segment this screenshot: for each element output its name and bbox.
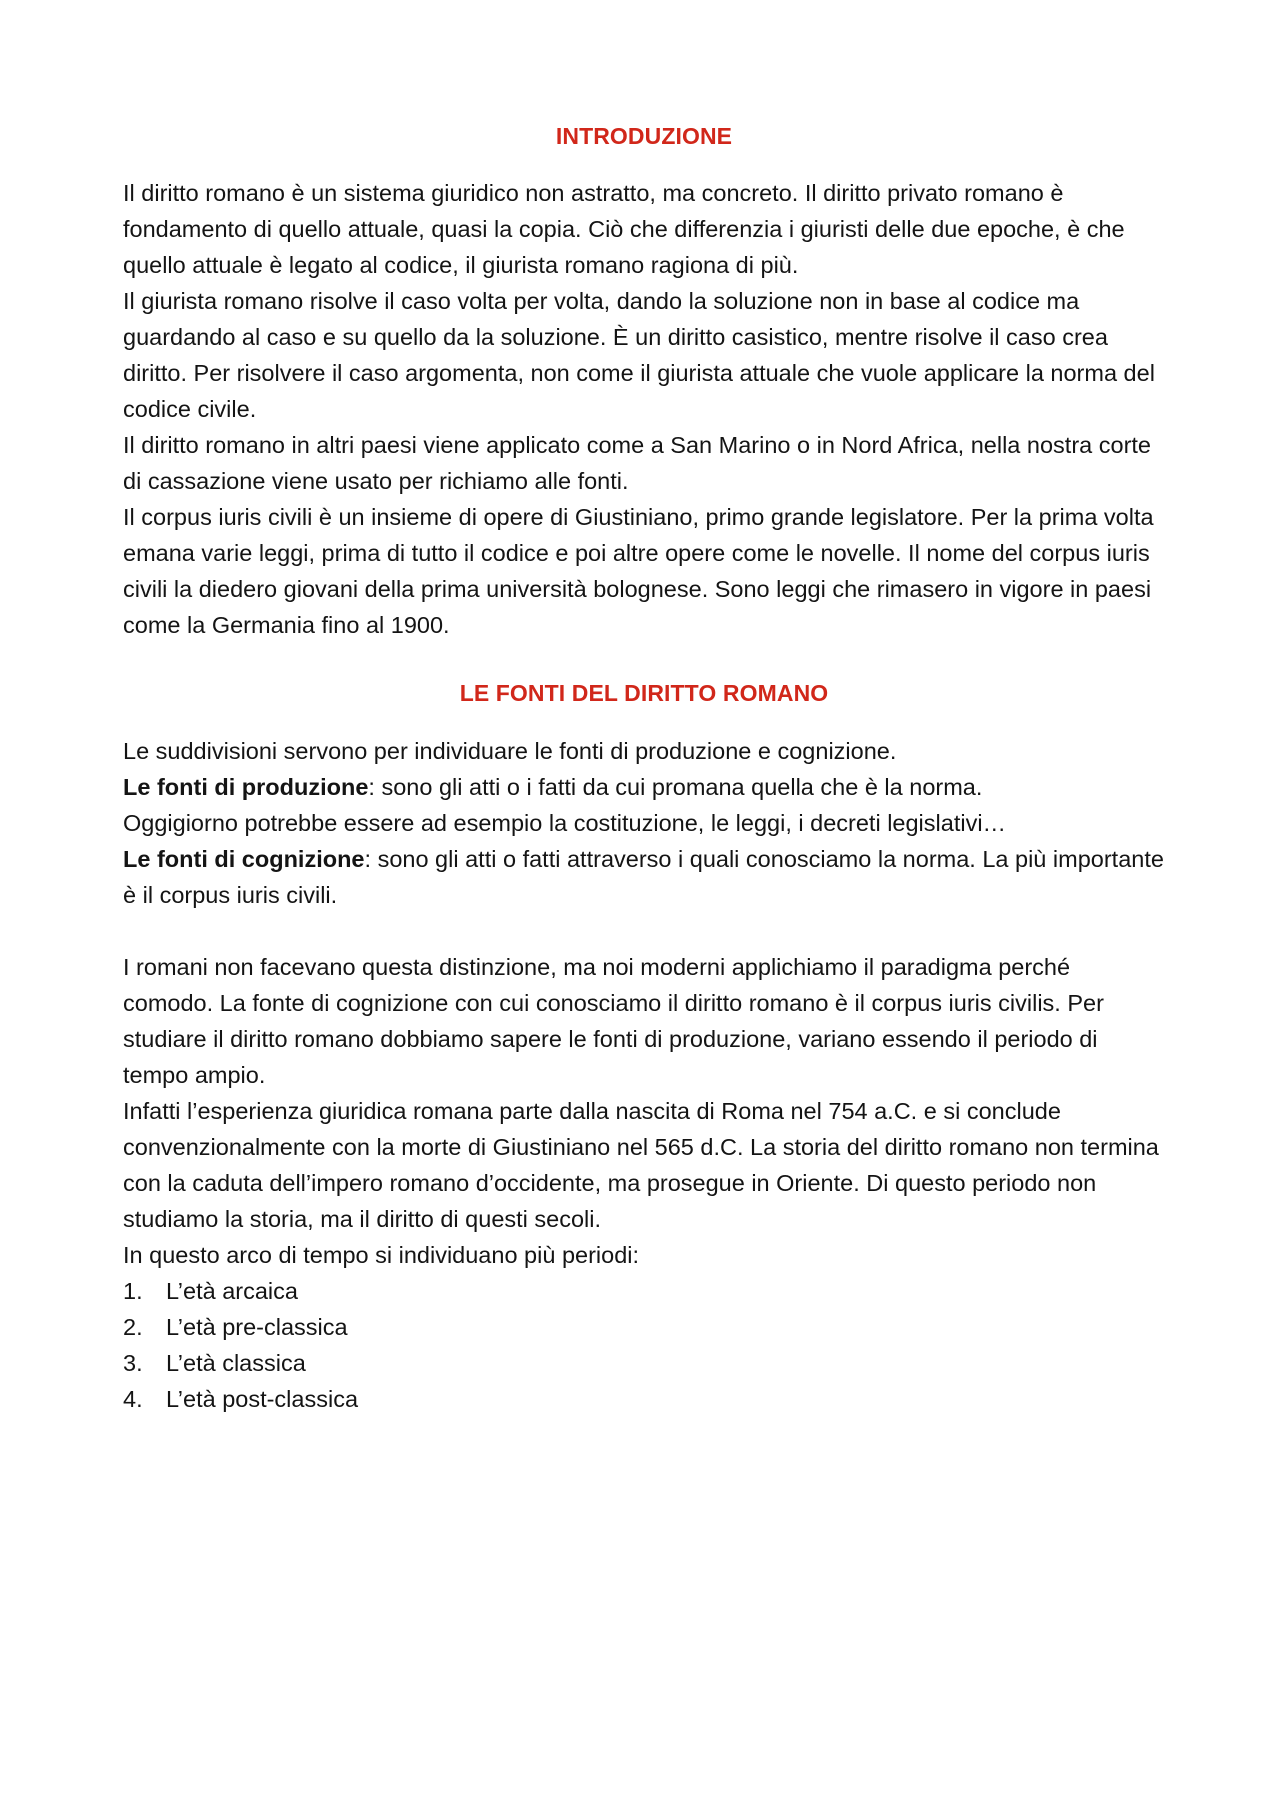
fonti-intro: Le suddivisioni servono per individuare le fonti di produzione e cognizione. [123, 738, 897, 764]
fonti-produzione-definition [123, 769, 1165, 805]
fonti-cognizione-label: Le fonti di cognizione [123, 846, 365, 872]
list-item-number: 4. [123, 1386, 143, 1412]
document-page [123, 116, 1165, 1417]
fonti-paragraph-2: Infatti l’esperienza giuridica romana parte dalla nascita di Roma nel 754 a.C. e si conclude convenzionalmente con la morte di Giustiniano nel 565 d.C. La storia del diritto romano non termina con la caduta dell’impero romano d’occidente, ma prosegue in Oriente. Di questo periodo non studiamo la storia, ma il diritto di questi secoli. [123, 1098, 1159, 1232]
list-item-label: L’età classica [166, 1350, 306, 1376]
list-item-label: L’età pre-classica [166, 1314, 348, 1340]
fonti-produzione-text: : sono gli atti o i fatti da cui promana quella che è la norma. [368, 774, 983, 800]
intro-paragraph-4: Il corpus iuris civili è un insieme di opere di Giustiniano, primo grande legislatore. Per la prima volta emana varie leggi, prima di tutto il codice e poi altre opere come le novelle. Il nome del corpus iuris civili la diedero giovani della prima università bolognese. Sono leggi che rimasero in vigore in paesi come la Germania fino al 1900. [123, 504, 1154, 638]
intro-paragraph-3: Il diritto romano in altri paesi viene applicato come a San Marino o in Nord Africa, nella nostra corte di cassazione viene usato per richiamo alle fonti. [123, 432, 1151, 494]
heading-fonti-diritto-romano: LE FONTI DEL DIRITTO ROMANO [459, 680, 829, 706]
fonti-paragraph-1: I romani non facevano questa distinzione, ma noi moderni applichiamo il paradigma perché comodo. La fonte di cognizione con cui conosciamo il diritto romano è il corpus iuris civilis. Per studiare il diritto romano dobbiamo sapere le fonti di produzione, variano essendo il periodo di tempo ampio. [123, 954, 1104, 1088]
list-item-number: 3. [123, 1350, 143, 1376]
blank-line [123, 913, 1165, 949]
list-item [123, 1309, 1165, 1345]
fonti-cognizione-text: : sono gli atti o fatti attraverso i quali conosciamo la norma. La più importante è il corpus iuris civili. [123, 846, 1164, 908]
list-item-label: L’età arcaica [166, 1278, 298, 1304]
periods-list [123, 1273, 1165, 1417]
heading-introduzione: INTRODUZIONE [555, 123, 733, 149]
intro-paragraph-2: Il giurista romano risolve il caso volta per volta, dando la soluzione non in base al codice ma guardando al caso e su quello da la soluzione. È un diritto casistico, mentre risolve il caso crea diritto. Per risolvere il caso argomenta, non come il giurista attuale che vuole applicare la norma del codice civile. [123, 288, 1155, 422]
fonti-cognizione-definition [123, 841, 1165, 913]
fonti-paragraph-3: In questo arco di tempo si individuano più periodi: [123, 1242, 640, 1268]
list-item-number: 1. [123, 1278, 143, 1304]
intro-paragraph-1: Il diritto romano è un sistema giuridico non astratto, ma concreto. Il diritto privato romano è fondamento di quello attuale, quasi la copia. Ciò che differenzia i giuristi delle due epoche, è che quello attuale è legato al codice, il giurista romano ragiona di più. [123, 180, 1125, 278]
list-item-label: L’età post-classica [166, 1386, 359, 1412]
list-item [123, 1273, 1165, 1309]
fonti-produzione-label: Le fonti di produzione [123, 774, 369, 800]
list-item [123, 1381, 1165, 1417]
fonti-produzione-example: Oggigiorno potrebbe essere ad esempio la costituzione, le leggi, i decreti legislativi… [123, 810, 1007, 836]
list-item [123, 1345, 1165, 1381]
list-item-number: 2. [123, 1314, 143, 1340]
